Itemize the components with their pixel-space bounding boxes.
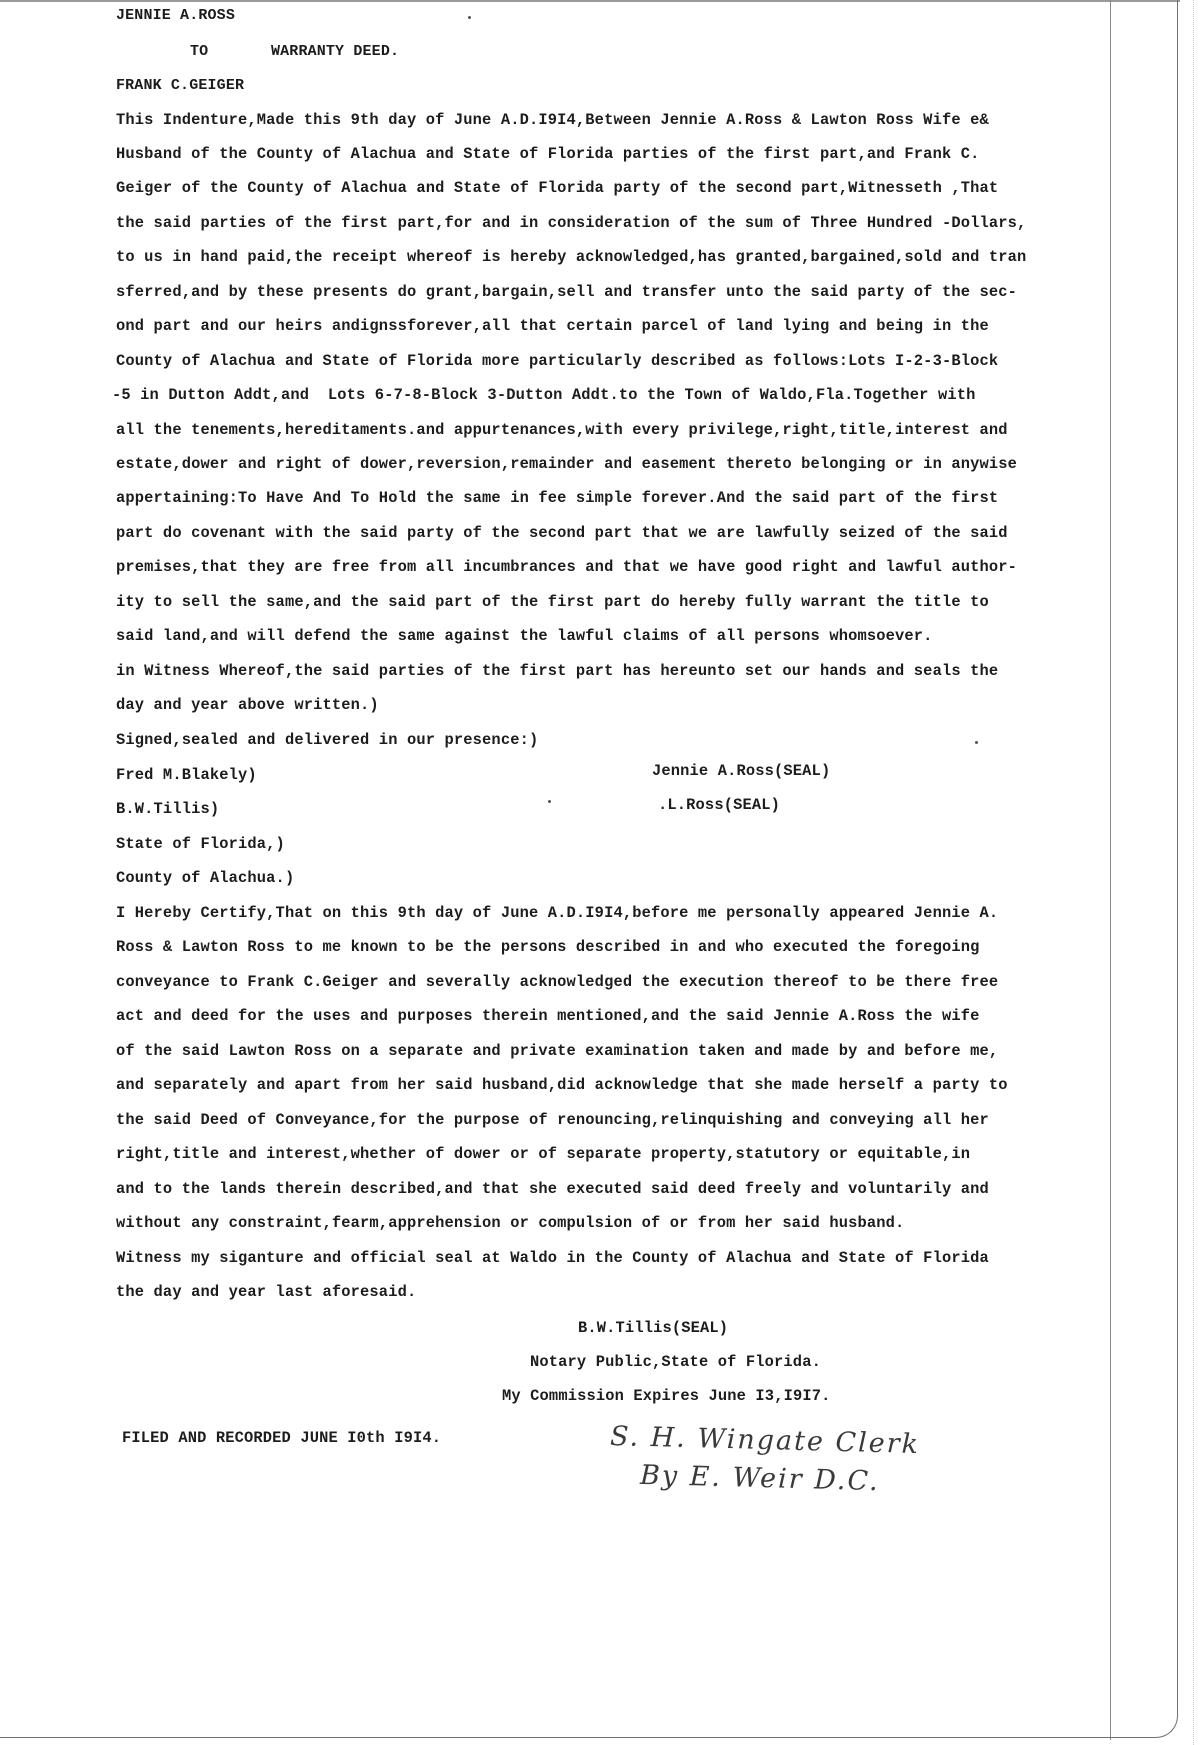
deputy-clerk-signature: By E. Weir D.C.: [639, 1459, 881, 1498]
witness-name: B.W.Tillis): [116, 800, 220, 818]
body-line: all the tenements,hereditaments.and appurtenances,with every privilege,right,title,interest and: [116, 421, 1008, 439]
margin-line: [1110, 0, 1111, 1740]
filing-stamp: FILED AND RECORDED JUNE I0th I9I4.: [122, 1429, 442, 1447]
scan-speck: [548, 800, 551, 803]
body-line: estate,dower and right of dower,reversion,remainder and easement thereto belonging or in anywise: [116, 455, 1018, 473]
witness-name: Fred M.Blakely): [116, 766, 257, 784]
ack-line: right,title and interest,whether of dower or of separate property,statutory or equitable,in: [116, 1145, 971, 1163]
signatory-name: Jennie A.Ross(SEAL): [652, 762, 831, 780]
body-line: to us in hand paid,the receipt whereof is hereby acknowledged,has granted,bargained,sold and tran: [116, 248, 1027, 266]
body-line: Husband of the County of Alachua and State of Florida parties of the first part,and Frank C.: [116, 145, 980, 163]
body-line: This Indenture,Made this 9th day of June A.D.I9I4,Between Jennie A.Ross & Lawton Ross Wife e&: [116, 111, 989, 129]
ack-line: conveyance to Frank C.Geiger and severally acknowledged the execution thereof to be there free: [116, 973, 999, 991]
body-line: day and year above written.): [116, 696, 379, 714]
notary-signature: B.W.Tillis(SEAL): [578, 1319, 729, 1337]
ack-line: without any constraint,fearm,apprehension or compulsion of or from her said husband.: [116, 1214, 905, 1232]
ack-line: the day and year last aforesaid.: [116, 1283, 417, 1301]
ack-line: I Hereby Certify,That on this 9th day of June A.D.I9I4,before me personally appeared Jennie A.: [116, 904, 999, 922]
presence-line: Signed,sealed and delivered in our presence:): [116, 731, 539, 749]
scan-speck: [975, 741, 978, 744]
ack-line: Ross & Lawton Ross to me known to be the persons described in and who executed the foregoing: [116, 938, 980, 956]
ack-line: and separately and apart from her said husband,did acknowledge that she made herself a party to: [116, 1076, 1008, 1094]
scan-edge: [1193, 0, 1195, 1745]
body-line: the said parties of the first part,for and in consideration of the sum of Three Hundred -Dollars,: [116, 214, 1027, 232]
grantor-name: JENNIE A.ROSS: [116, 7, 235, 24]
ack-line: and to the lands therein described,and that she executed said deed freely and voluntarily and: [116, 1180, 989, 1198]
body-line: -5 in Dutton Addt,and Lots 6-7-8-Block 3-Dutton Addt.to the Town of Waldo,Fla.Together with: [112, 386, 976, 404]
body-line: County of Alachua and State of Florida more particularly described as follows:Lots I-2-3-Block: [116, 352, 999, 370]
ack-line: the said Deed of Conveyance,for the purpose of renouncing,relinquishing and conveying all her: [116, 1111, 989, 1129]
ack-line: Witness my siganture and official seal at Waldo in the County of Alachua and State of Florida: [116, 1249, 989, 1267]
venue-county: County of Alachua.): [116, 869, 295, 887]
notary-commission: My Commission Expires June I3,I9I7.: [502, 1387, 831, 1405]
to-label: TO: [190, 43, 209, 60]
document-title: WARRANTY DEED.: [271, 43, 400, 60]
body-line: premises,that they are free from all incumbrances and that we have good right and lawful author-: [116, 558, 1018, 576]
ack-line: of the said Lawton Ross on a separate and private examination taken and made by and before me,: [116, 1042, 999, 1060]
body-line: ond part and our heirs andignssforever,all that certain parcel of land lying and being in the: [116, 317, 989, 335]
body-line: in Witness Whereof,the said parties of the first part has hereunto set our hands and seals the: [116, 662, 999, 680]
notary-title: Notary Public,State of Florida.: [530, 1353, 821, 1371]
body-line: said land,and will defend the same against the lawful claims of all persons whomsoever.: [116, 627, 933, 645]
body-line: part do covenant with the said party of the second part that we are lawfully seized of the said: [116, 524, 1008, 542]
body-line: Geiger of the County of Alachua and State of Florida party of the second part,Witnesseth ,That: [116, 179, 999, 197]
body-line: sferred,and by these presents do grant,bargain,sell and transfer unto the said party of the sec-: [116, 283, 1018, 301]
body-line: appertaining:To Have And To Hold the same in fee simple forever.And the said part of the first: [116, 489, 999, 507]
clerk-signature: S. H. Wingate Clerk: [609, 1420, 921, 1461]
body-line: ity to sell the same,and the said part of the first part do hereby fully warrant the title to: [116, 593, 989, 611]
page-top-border: [0, 0, 1180, 2]
grantee-name: FRANK C.GEIGER: [116, 77, 245, 94]
ack-line: act and deed for the uses and purposes therein mentioned,and the said Jennie A.Ross the wife: [116, 1007, 980, 1025]
venue-state: State of Florida,): [116, 835, 285, 853]
signatory-name: .L.Ross(SEAL): [658, 796, 781, 814]
scan-speck: [468, 16, 471, 19]
